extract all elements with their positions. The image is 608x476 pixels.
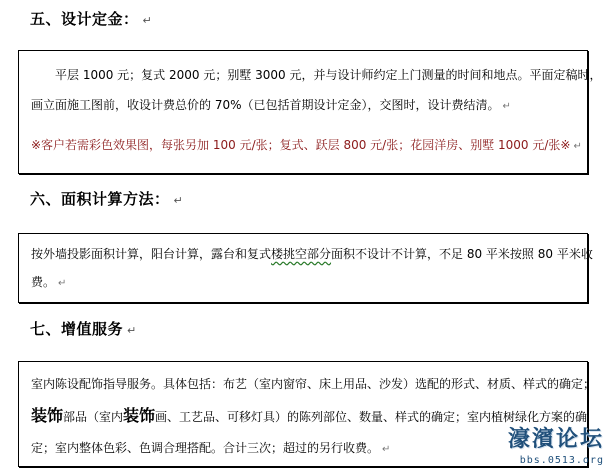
area-calc-paragraph-2: 费。 ↵ — [31, 275, 67, 289]
paragraph-mark-icon: ↵ — [382, 444, 391, 455]
paragraph-mark-icon: ↵ — [142, 14, 153, 27]
value-added-paragraph-1: 室内陈设配饰指导服务。具体包括：布艺（室内窗帘、床上用品、沙发）选配的形式、材质、样式的确定； — [31, 377, 596, 391]
watermark-url: bbs.0513.org — [519, 455, 604, 466]
deposit-paragraph-2: 画立面施工图前，收设计费总价的 70%（已包括首期设计定金），交图时，设计费结清。 ↵ — [31, 98, 511, 112]
paragraph-mark-icon: ↵ — [573, 141, 582, 152]
value-added-paragraph-2: 装饰部品（室内装饰画、工艺品、可移灯具）的陈列部位、数量、样式的确定；室内植树绿化方案的确 — [31, 406, 588, 425]
watermark-logo: 濠濱论坛 — [507, 427, 604, 452]
paragraph-mark-icon: ↵ — [58, 278, 67, 289]
paragraph-mark-icon: ↵ — [502, 101, 511, 112]
deposit-note-red: ※客户若需彩色效果图，每张另加 100 元/张；复式、跃层 800 元/张；花园洋房、别墅 1000 元/张※ ↵ — [31, 138, 582, 152]
section-heading-area-calc: 六、面积计算方法： ↵ — [30, 190, 184, 208]
value-added-paragraph-3: 定；室内整体色彩、色调合理搭配。合计三次；超过的另行收费。 ↵ — [31, 441, 391, 455]
area-calc-paragraph-1: 按外墙投影面积计算，阳台计算，露台和复式楼挑空部分面积不设计不计算，不足 80 平米按照 80 平米收 — [31, 247, 593, 261]
section-heading-value-added: 七、增值服务 ↵ — [30, 320, 137, 338]
area-calc-box — [18, 233, 593, 303]
forum-watermark — [486, 422, 604, 474]
deposit-box — [18, 50, 602, 174]
deposit-paragraph-1: 平层 1000 元；复式 2000 元；别墅 3000 元，并与设计师约定上门测量的时间和地点。平面定稿时， — [55, 68, 602, 82]
section-heading-deposit: 五、设计定金： ↵ — [30, 10, 153, 28]
paragraph-mark-icon: ↵ — [127, 324, 137, 337]
paragraph-mark-icon: ↵ — [173, 194, 184, 207]
spellcheck-underlined-text: 楼挑空部分 — [271, 247, 332, 261]
